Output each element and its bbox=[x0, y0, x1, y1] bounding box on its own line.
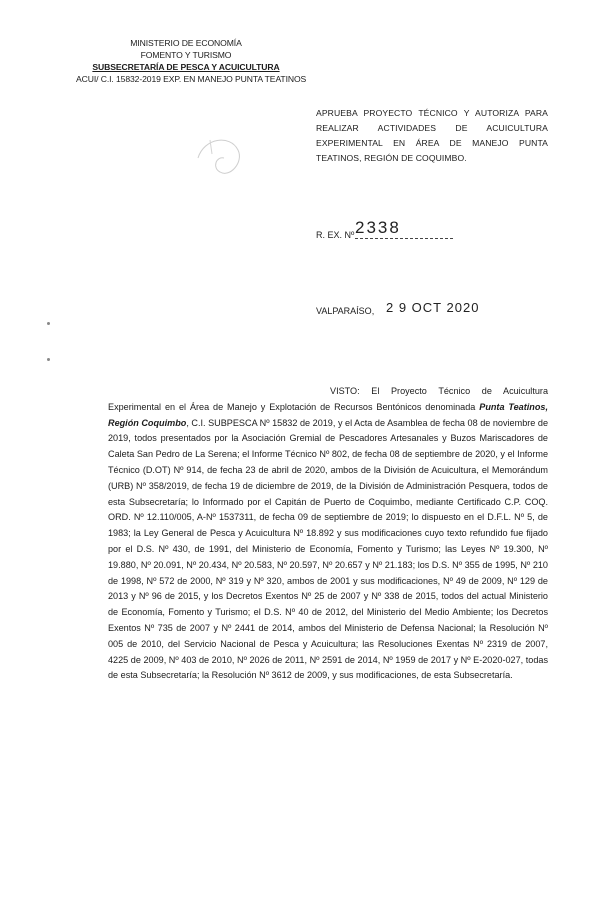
date-stamp: 2 9 OCT 2020 bbox=[386, 300, 480, 315]
visto-paragraph bbox=[108, 384, 548, 684]
resolution-number: 2338 bbox=[355, 218, 453, 239]
letterhead bbox=[76, 37, 307, 85]
ministry-line: MINISTERIO DE ECONOMÍA bbox=[130, 38, 242, 48]
resolution-subject: APRUEBA PROYECTO TÉCNICO Y AUTORIZA PARA REALIZAR ACTIVIDADES DE ACUICULTURA EXPERIMENTAL EN ÁREA DE MANEJO PUNTA TEATINOS, REGIÓN DE COQUIMBO. bbox=[316, 108, 548, 163]
margin-mark bbox=[47, 358, 50, 361]
margin-mark bbox=[47, 322, 50, 325]
subsecretary-line: SUBSECRETARÍA DE PESCA Y ACUICULTURA bbox=[92, 62, 280, 72]
handwritten-mark bbox=[190, 128, 250, 188]
resolution-label: R. EX. Nº bbox=[316, 230, 355, 240]
place-label: VALPARAÍSO, bbox=[316, 306, 375, 316]
area-name: Punta Teatinos, Región Coquimbo bbox=[108, 401, 548, 428]
visto-rest: , C.I. SUBPESCA Nº 15832 de 2019, y el Acta de Asamblea de fecha 08 de noviembre de 2019, todos presentados por la Asociación Gremial de Pescadores Artesanales y Buzos Mariscadores de Caleta San Pedro de La Serena; el Informe Técnico Nº 802, de fecha 08 de septiembre de 2020, y el Informe Técnico (D.OT) Nº 914, de fecha 23 de abril de 2020, ambos de la División de Acuicultura, el Memorándum (URB) Nº 358/2019, de fecha 19 de diciembre de 2019, de la División de Administración Pesquera, todos de esta Subsecretaría; lo Informado por el Capitán de Puerto de Coquimbo, mediante Certificado C.P. COQ. ORD. Nº 12.110/005, A-Nº 1537311, de fecha 09 de septiembre de 2019; lo dispuesto en el D.F.L. Nº 5, de 1983; la Ley General de Pesca y Acuicultura Nº 18.892 y sus modificaciones cuyo texto refundido fue fijado por el D.S. Nº 430, de 1991, del Ministerio de Economía, Fomento y Turismo; las Leyes Nº 19.300, Nº 19.880, Nº 20.091, Nº 20.434, Nº 20.583, Nº 20.597, Nº 20.657 y Nº 21.183; los D.S. Nº 355 de 1995, Nº 210 de 1998, Nº 572 de 2000, Nº 319 y Nº 320, ambos de 2001 y sus modificaciones, Nº 49 de 2009, Nº 129 de 2013 y Nº 96 de 2015, y los Decretos Exentos Nº 25 de 2007 y Nº 338 de 2015, todos del actual Ministerio de Economía, Fomento y Turismo; el D.S. Nº 40 de 2012, del Ministerio del Medio Ambiente; los Decretos Exentos Nº 735 de 2007 y Nº 2441 de 2014, ambos del Ministerio de Defensa Nacional; la Resolución Nº 005 de 2010, del Servicio Nacional de Pesca y Acuicultura; las Resoluciones Exentas Nº 2319 de 2007, 4225 de 2009, Nº 403 de 2010, Nº 2026 de 2011, Nº 2591 de 2014, Nº 1959 de 2017 y Nº E-2020-027, todas de esta Subsecretaría; la Resolución Nº 3612 de 2009, y sus modificaciones, de esta Subsecretaría. bbox=[108, 417, 549, 681]
visto-intro: VISTO: El Proyecto Técnico de Acuicultura Experimental en el Área de Manejo y Explotación de Recursos Bentónicos denominada bbox=[108, 386, 548, 412]
ministry-subline: FOMENTO Y TURISMO bbox=[140, 50, 232, 60]
file-reference: ACUI/ C.I. 15832-2019 EXP. EN MANEJO PUNTA TEATINOS bbox=[76, 74, 307, 84]
